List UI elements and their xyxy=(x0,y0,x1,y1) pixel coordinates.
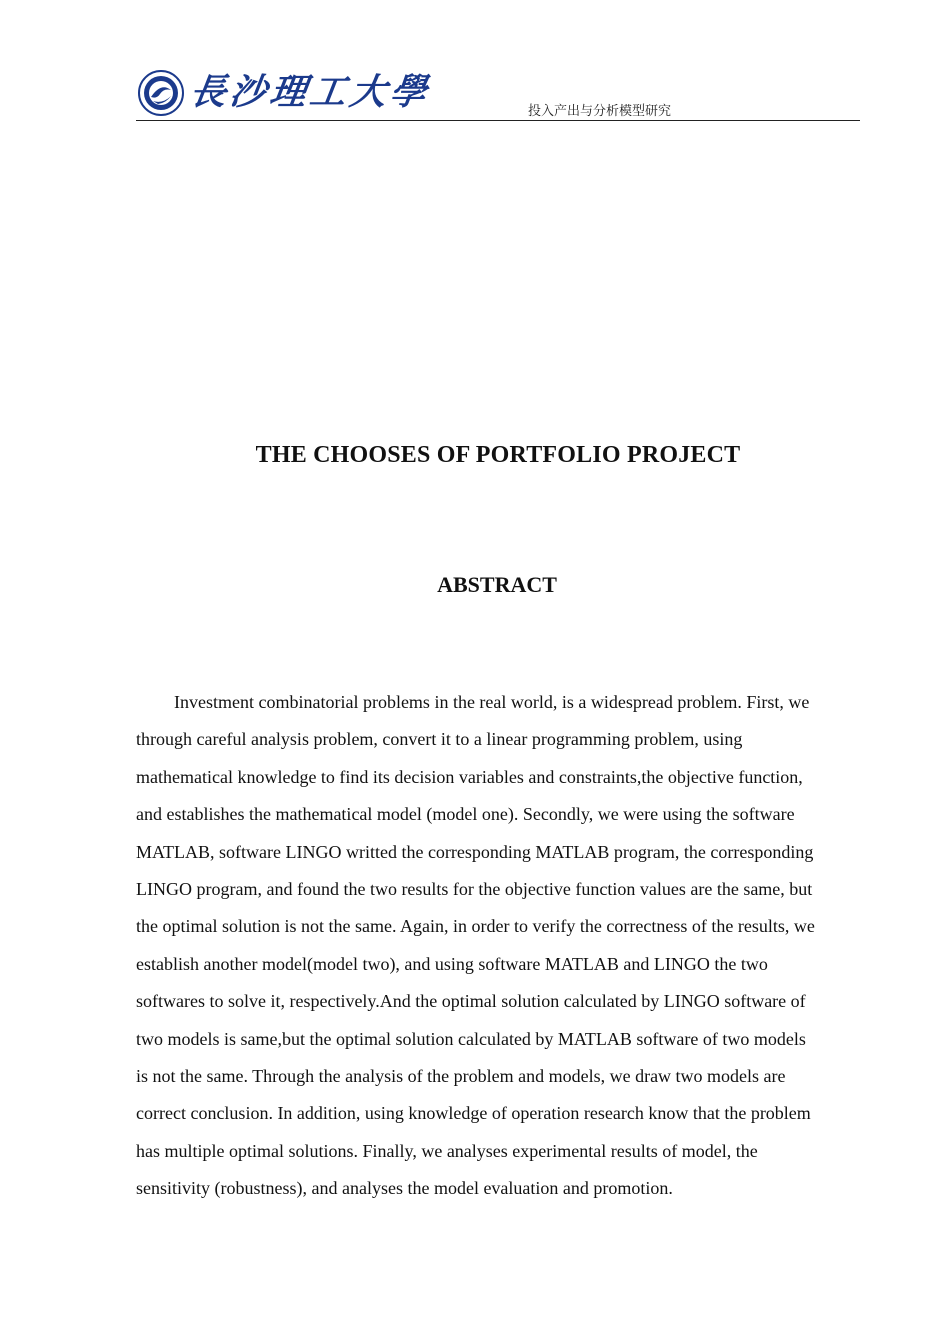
abstract-line: establish another model(model two), and using software MATLAB and LINGO the two xyxy=(136,953,768,974)
abstract-line: Investment combinatorial problems in the real world, is a widespread problem. First, we xyxy=(174,692,810,712)
abstract-line: is not the same. Through the analysis of the problem and models, we draw two models are xyxy=(136,1065,786,1086)
abstract-line: sensitivity (robustness), and analyses the model evaluation and promotion. xyxy=(136,1178,673,1199)
abstract-line: and establishes the mathematical model (model one). Secondly, we were using the software xyxy=(136,804,795,825)
page-header xyxy=(136,64,860,121)
document-title: THE CHOOSES OF PORTFOLIO PROJECT xyxy=(255,442,741,468)
abstract-line: MATLAB, software LINGO writted the corresponding MATLAB program, the corresponding xyxy=(136,841,814,862)
university-seal-icon xyxy=(138,70,184,116)
abstract-line: softwares to solve it, respectively.And the optimal solution calculated by LINGO software of xyxy=(136,991,806,1012)
abstract-line: two models is same,but the optimal solution calculated by MATLAB software of two models xyxy=(136,1028,806,1049)
abstract-line: mathematical knowledge to find its decision variables and constraints,the objective function, xyxy=(136,766,803,787)
running-header-title: 投入产出与分析模型研究 xyxy=(528,104,672,119)
abstract-line: the optimal solution is not the same. Again, in order to verify the correctness of the results, we xyxy=(136,916,815,937)
university-name: 長沙理工大學 xyxy=(187,71,433,113)
abstract-line: through careful analysis problem, convert it to a linear programming problem, using xyxy=(136,729,743,750)
abstract-line: correct conclusion. In addition, using knowledge of operation research know that the problem xyxy=(136,1103,811,1124)
abstract-line: has multiple optimal solutions. Finally, we analyses experimental results of model, the xyxy=(136,1140,758,1161)
abstract-paragraph xyxy=(136,684,860,1207)
university-logo xyxy=(136,68,433,116)
abstract-line: LINGO program, and found the two results for the objective function values are the same, but xyxy=(136,878,813,899)
abstract-heading: ABSTRACT xyxy=(437,572,557,597)
